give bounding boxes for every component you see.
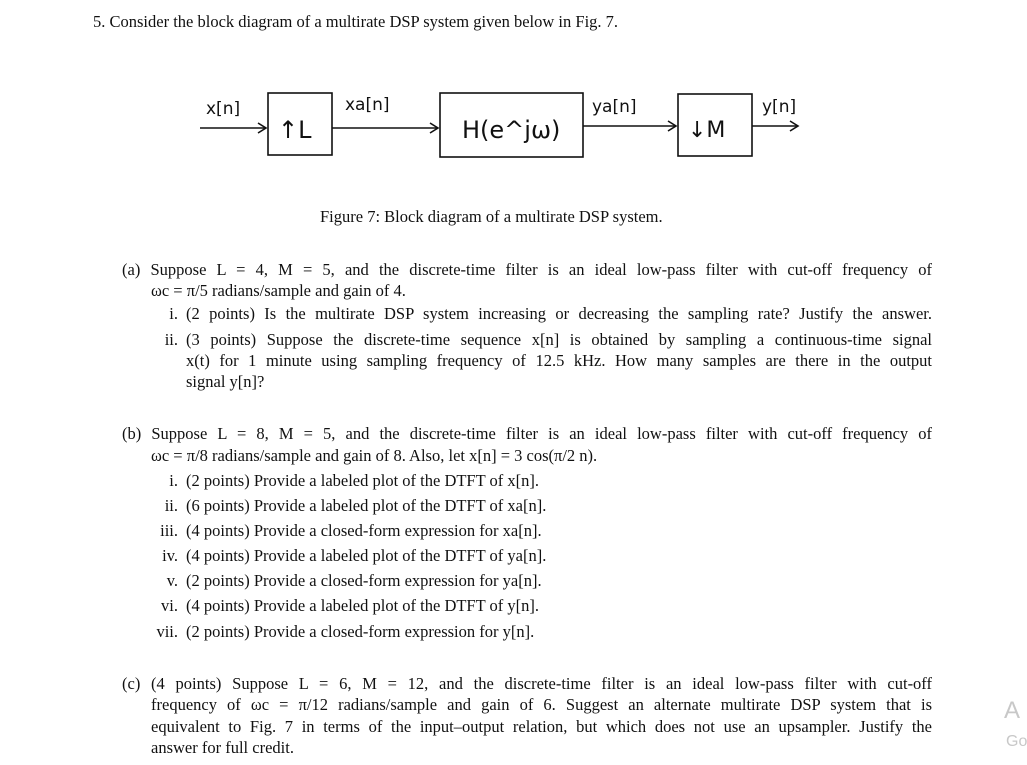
part-b-item: (6 points) Provide a labeled plot of the DTFT of xa[n].	[186, 496, 547, 515]
item-label: iii.	[160, 521, 178, 540]
figure-caption: Figure 7: Block diagram of a multirate DSP system.	[320, 207, 663, 226]
part-b-item: (2 points) Provide a labeled plot of the DTFT of x[n].	[186, 471, 540, 490]
part-b-item: (4 points) Provide a labeled plot of the DTFT of y[n].	[186, 596, 540, 615]
part-a-item: signal y[n]?	[186, 372, 265, 391]
label-down-block: ↓M	[688, 118, 726, 143]
label-ya: ya[n]	[592, 97, 637, 117]
question-header: 5. Consider the block diagram of a multirate DSP system given below in Fig. 7.	[93, 12, 619, 31]
watermark-line1: A	[1004, 697, 1021, 724]
item-label: v.	[166, 571, 178, 590]
part-a-item: (2 points) Is the multirate DSP system increasing or decreasing the sampling rate? Justify the answer.	[186, 304, 932, 323]
item-label: iv.	[162, 546, 178, 565]
item-label: vi.	[161, 596, 178, 615]
part-b-line: ωc = π/8 radians/sample and gain of 8. Also, let x[n] = 3 cos(π/2 n).	[151, 446, 598, 465]
item-label: ii.	[164, 330, 178, 349]
item-label: ii.	[164, 496, 178, 515]
part-b-item: (4 points) Provide a closed-form expression for xa[n].	[186, 521, 542, 540]
part-c-line: (c) (4 points) Suppose L = 6, M = 12, and the discrete-time filter is an ideal low-pass filter with cut-off	[122, 674, 932, 693]
item-label: i.	[169, 304, 178, 323]
item-label: vii.	[156, 622, 178, 641]
part-b-item: (2 points) Provide a closed-form expression for ya[n].	[186, 571, 542, 590]
label-filter: H(e^jω)	[462, 116, 561, 144]
part-b-line: (b) Suppose L = 8, M = 5, and the discrete-time filter is an ideal low-pass filter with cut-off frequency of	[122, 424, 932, 443]
part-a-line: ωc = π/5 radians/sample and gain of 4.	[151, 281, 406, 300]
part-b-item: (2 points) Provide a closed-form expression for y[n].	[186, 622, 535, 641]
watermark-line2: Go	[1006, 733, 1027, 750]
part-b-item: (4 points) Provide a labeled plot of the DTFT of ya[n].	[186, 546, 547, 565]
label-xa: xa[n]	[345, 95, 390, 115]
part-a-item: (3 points) Suppose the discrete-time sequence x[n] is obtained by sampling a continuous-time signal	[186, 330, 932, 349]
block-diagram	[0, 0, 1024, 200]
label-x-in: x[n]	[206, 99, 241, 119]
label-up-block: ↑L	[278, 116, 312, 144]
part-a-line: (a) Suppose L = 4, M = 5, and the discrete-time filter is an ideal low-pass filter with cut-off frequency of	[122, 260, 932, 279]
part-a-item: x(t) for 1 minute using sampling frequency of 12.5 kHz. How many samples are there in the output	[186, 351, 932, 370]
part-c-line: equivalent to Fig. 7 in terms of the input–output relation, but which does not use an upsampler. Justify the	[151, 717, 932, 736]
label-y-out: y[n]	[762, 97, 797, 117]
part-c-line: frequency of ωc = π/12 radians/sample and gain of 6. Suggest an alternate multirate DSP system that is	[151, 695, 932, 714]
item-label: i.	[169, 471, 178, 490]
part-c-line: answer for full credit.	[151, 738, 294, 757]
